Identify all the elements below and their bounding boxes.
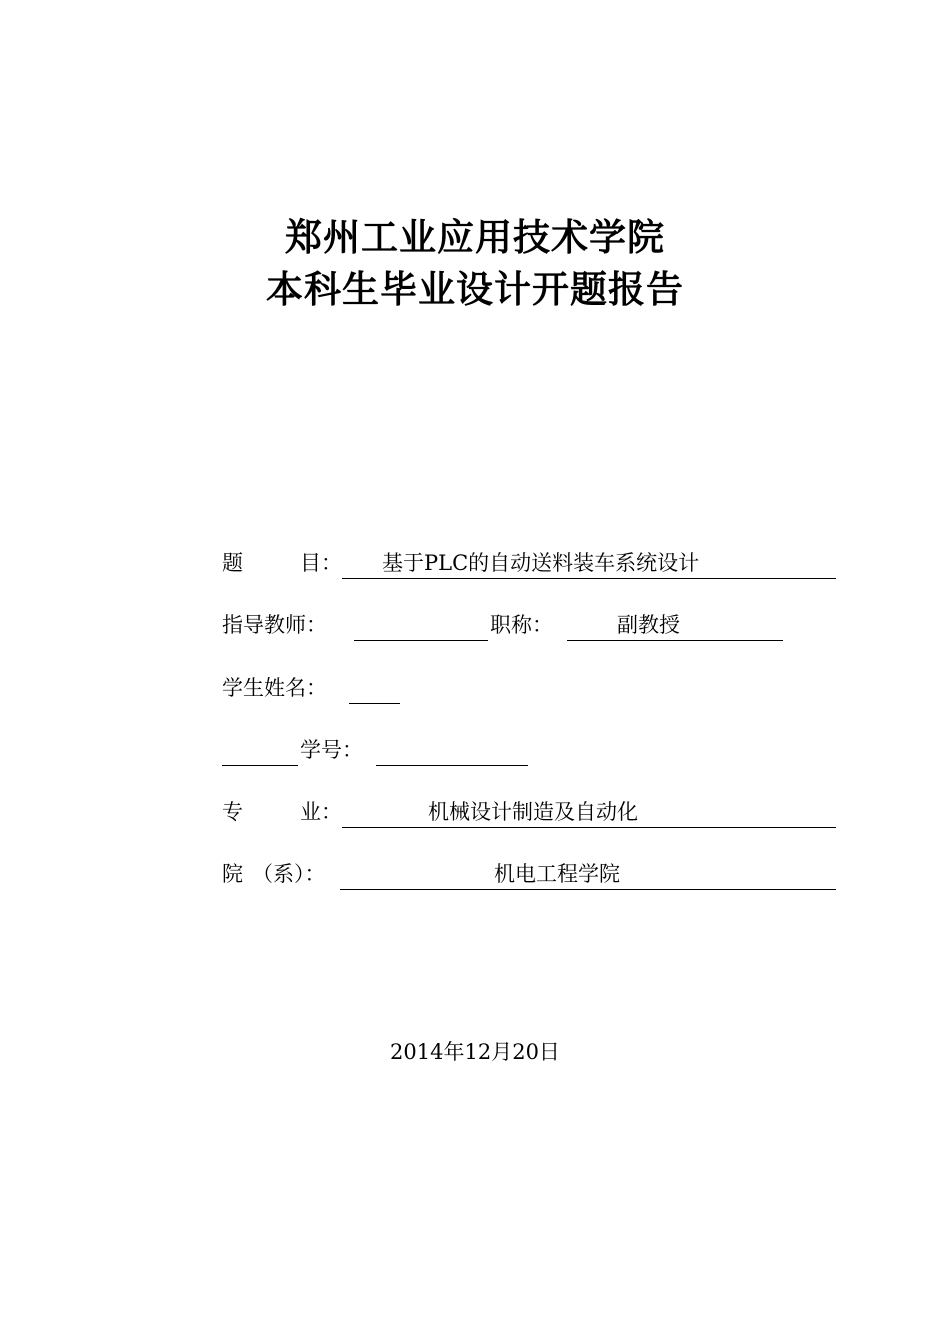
department-field	[340, 859, 836, 890]
major-label-b: 业：	[300, 800, 342, 824]
rank-value: 副教授	[617, 613, 680, 637]
topic-label-a: 题	[222, 551, 243, 575]
advisor-field	[354, 610, 488, 641]
department-value: 机电工程学院	[494, 862, 620, 886]
major-value: 机械设计制造及自动化	[428, 800, 638, 824]
topic-value: 基于PLC的自动送料装车系统设计	[382, 551, 700, 575]
student-id-label: 学号：	[300, 738, 363, 762]
school-name: 郑州工业应用技术学院	[285, 216, 665, 259]
report-title: 本科生毕业设计开题报告	[266, 268, 684, 311]
topic-label-b: 目：	[300, 551, 342, 575]
major-row	[222, 797, 842, 827]
student-id-field	[376, 735, 528, 766]
student-id-row	[222, 735, 842, 765]
department-label-a: 院	[222, 862, 243, 886]
department-label-b: （系）：	[252, 862, 326, 886]
department-row	[222, 859, 842, 889]
advisor-label: 指导教师：	[222, 613, 327, 637]
advisor-row	[222, 610, 842, 640]
major-label-a: 专	[222, 800, 243, 824]
major-field	[342, 797, 836, 828]
rank-label: 职称：	[490, 613, 553, 637]
rank-field	[567, 610, 783, 641]
topic-row	[222, 548, 842, 578]
topic-field	[342, 548, 836, 579]
student-field	[349, 673, 400, 704]
student-id-lead-line	[222, 735, 298, 766]
report-date: 2014年12月20日	[390, 1040, 560, 1064]
student-label: 学生姓名：	[222, 676, 327, 700]
student-row	[222, 673, 842, 703]
